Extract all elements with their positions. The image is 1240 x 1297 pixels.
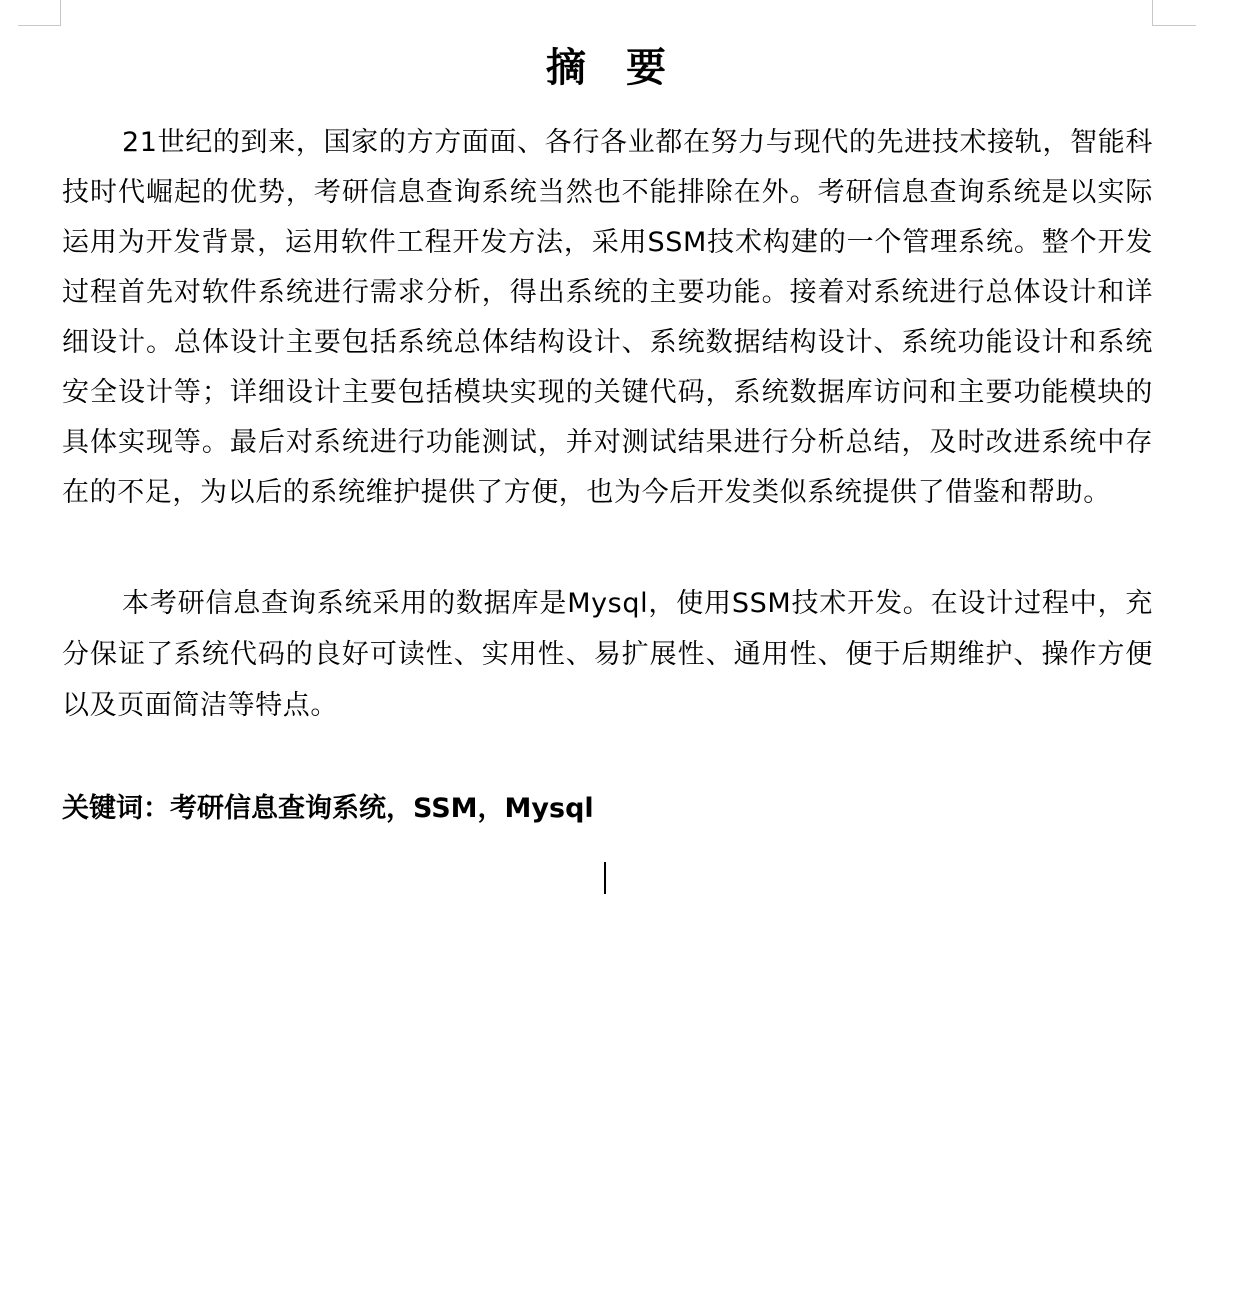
keywords-line[interactable]: [62, 786, 1153, 832]
keywords-value: 考研信息查询系统，SSM，Mysql: [170, 793, 594, 824]
abstract-title: 摘要: [546, 45, 706, 91]
page-corner-mark-top-right: [1152, 0, 1196, 26]
page-corner-mark-top-left: [18, 0, 61, 26]
abstract-paragraph-2[interactable]: 本考研信息查询系统采用的数据库是Mysql，使用SSM技术开发。在设计过程中，充分保证了系统代码的良好可读性、实用性、易扩展性、通用性、便于后期维护、操作方便以及页面简洁等特点。: [62, 588, 1153, 721]
text-cursor: [604, 862, 606, 894]
abstract-paragraph-1[interactable]: 21世纪的到来，国家的方方面面、各行各业都在努力与现代的先进技术接轨，智能科技时代崛起的优势，考研信息查询系统当然也不能排除在外。考研信息查询系统是以实际运用为开发背景，运用软件工程开发方法，采用SSM技术构建的一个管理系统。整个开发过程首先对软件系统进行需求分析，得出系统的主要功能。接着对系统进行总体设计和详细设计。总体设计主要包括系统总体结构设计、系统数据结构设计、系统功能设计和系统安全设计等；详细设计主要包括模块实现的关键代码，系统数据库访问和主要功能模块的具体实现等。最后对系统进行功能测试，并对测试结果进行分析总结，及时改进系统中存在的不足，为以后的系统维护提供了方便，也为今后开发类似系统提供了借鉴和帮助。: [62, 127, 1153, 508]
keywords-label: 关键词：: [62, 793, 170, 824]
